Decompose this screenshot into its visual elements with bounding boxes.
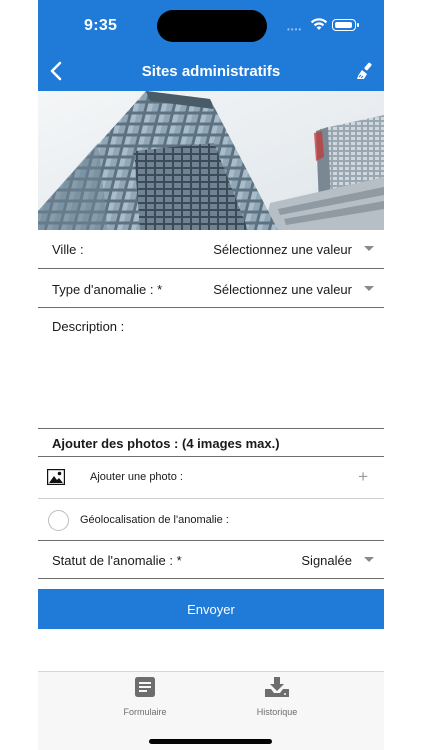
building-photo — [38, 91, 384, 230]
app-header — [38, 0, 384, 91]
caret-down-icon — [364, 557, 374, 562]
add-photo-button[interactable] — [38, 457, 384, 499]
tab-historique-label: Historique — [256, 707, 298, 717]
ville-value: Sélectionnez une valeur — [213, 242, 352, 257]
ville-label: Ville : — [52, 242, 84, 257]
type-anomalie-select[interactable] — [38, 269, 384, 308]
add-photo-label: Ajouter une photo : — [90, 471, 183, 483]
plus-icon: + — [358, 467, 368, 486]
geolocation-label: Géolocalisation de l'anomalie : — [80, 514, 229, 526]
wifi-icon — [310, 17, 328, 31]
clear-form-button[interactable] — [352, 58, 378, 84]
navigation-bar — [38, 50, 384, 91]
photos-section-header — [38, 429, 384, 457]
statut-value: Signalée — [301, 553, 352, 568]
tab-formulaire-label: Formulaire — [123, 707, 167, 717]
caret-down-icon — [364, 286, 374, 291]
image-icon — [47, 469, 65, 485]
page-title: Sites administratifs — [141, 63, 281, 80]
app-screen — [38, 0, 384, 750]
status-time: 9:35 — [84, 17, 118, 34]
description-field[interactable] — [38, 308, 384, 429]
home-indicator — [149, 739, 272, 744]
battery-icon — [332, 19, 356, 31]
type-anomalie-label: Type d'anomalie : * — [52, 282, 163, 297]
tab-historique[interactable] — [227, 676, 327, 720]
statut-label: Statut de l'anomalie : * — [52, 553, 182, 568]
description-label: Description : — [52, 319, 125, 334]
status-bar — [38, 0, 384, 50]
caret-down-icon — [364, 246, 374, 251]
geolocation-row — [38, 499, 384, 541]
submit-button[interactable]: Envoyer — [38, 589, 384, 629]
building-image-icon — [38, 91, 384, 230]
ville-select[interactable] — [38, 230, 384, 269]
paint-brush-icon — [356, 62, 374, 80]
type-anomalie-value: Sélectionnez une valeur — [213, 282, 352, 297]
download-tray-icon — [264, 676, 290, 698]
statut-select[interactable] — [38, 541, 384, 579]
photos-section-title: Ajouter des photos : (4 images max.) — [52, 436, 280, 451]
geolocation-toggle[interactable] — [48, 510, 69, 531]
tab-formulaire[interactable] — [95, 676, 195, 720]
form-document-icon — [134, 676, 156, 698]
dynamic-island — [157, 10, 267, 42]
signal-dots-icon: •••• — [287, 25, 303, 34]
